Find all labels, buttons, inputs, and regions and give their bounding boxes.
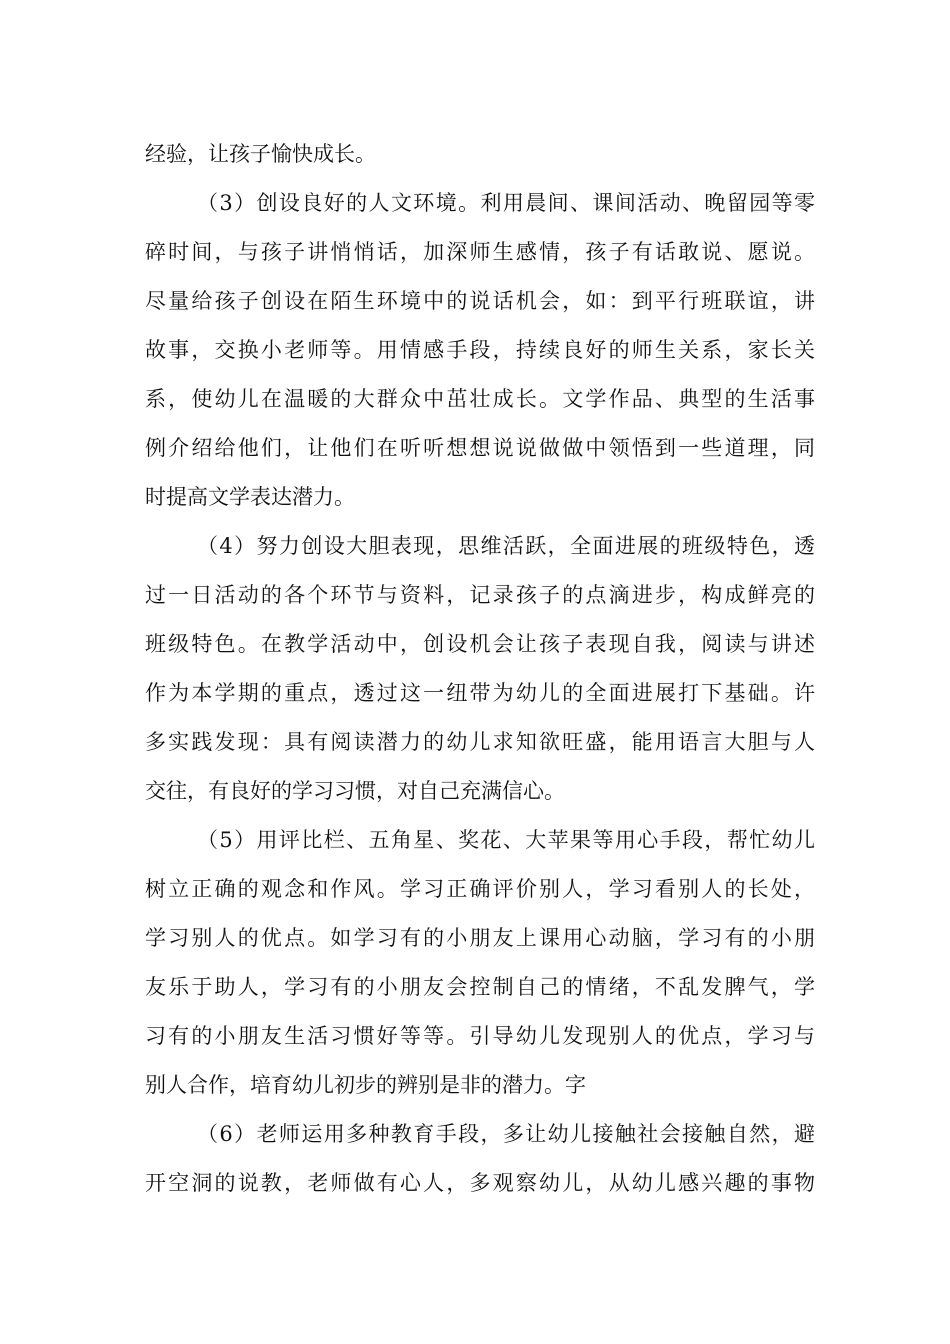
text-line: 尽量给孩子创设在陌生环境中的说话机会，如：到平行班联谊，讲 bbox=[145, 289, 815, 313]
text-line: 时提高文学表达潜力。 bbox=[145, 485, 355, 509]
text-line: 班级特色。在教学活动中，创设机会让孩子表现自我，阅读与讲述 bbox=[145, 632, 815, 656]
text-line: 故事，交换小老师等。用情感手段，持续良好的师生关系，家长关 bbox=[145, 338, 815, 362]
text-line: （4）努力创设大胆表现，思维活跃，全面进展的班级特色，透 bbox=[197, 534, 815, 558]
text-line: 学习别人的优点。如学习有的小朋友上课用心动脑，学习有的小朋 bbox=[145, 926, 815, 950]
text-line: 作为本学期的重点，透过这一纽带为幼儿的全面进展打下基础。许 bbox=[145, 681, 815, 705]
text-line: 例介绍给他们，让他们在听听想想说说做做中领悟到一些道理，同 bbox=[145, 436, 815, 460]
text-line: 别人合作，培育幼儿初步的辨别是非的潜力。字 bbox=[145, 1073, 586, 1097]
text-line: 开空洞的说教，老师做有心人，多观察幼儿，从幼儿感兴趣的事物 bbox=[145, 1171, 815, 1195]
text-line: （6）老师运用多种教育手段，多让幼儿接触社会接触自然，避 bbox=[197, 1122, 815, 1146]
text-line: 过一日活动的各个环节与资料，记录孩子的点滴进步，构成鲜亮的 bbox=[145, 583, 815, 607]
body-text bbox=[145, 130, 815, 1208]
text-line: 交往，有良好的学习习惯，对自己充满信心。 bbox=[145, 779, 565, 803]
text-line: 友乐于助人，学习有的小朋友会控制自己的情绪，不乱发脾气，学 bbox=[145, 975, 815, 999]
text-line: 树立正确的观念和作风。学习正确评价别人，学习看别人的长处， bbox=[145, 877, 815, 901]
text-line: 多实践发现：具有阅读潜力的幼儿求知欲旺盛，能用语言大胆与人 bbox=[145, 730, 815, 754]
text-line: 碎时间，与孩子讲悄悄话，加深师生感情，孩子有话敢说、愿说。 bbox=[145, 240, 815, 264]
text-line: 经验，让孩子愉快成长。 bbox=[145, 142, 376, 166]
text-line: （5）用评比栏、五角星、奖花、大苹果等用心手段，帮忙幼儿 bbox=[197, 828, 815, 852]
text-line: 系，使幼儿在温暖的大群众中茁壮成长。文学作品、典型的生活事 bbox=[145, 387, 815, 411]
text-line: （3）创设良好的人文环境。利用晨间、课间活动、晚留园等零 bbox=[197, 191, 815, 215]
text-line: 习有的小朋友生活习惯好等等。引导幼儿发现别人的优点，学习与 bbox=[145, 1024, 815, 1048]
